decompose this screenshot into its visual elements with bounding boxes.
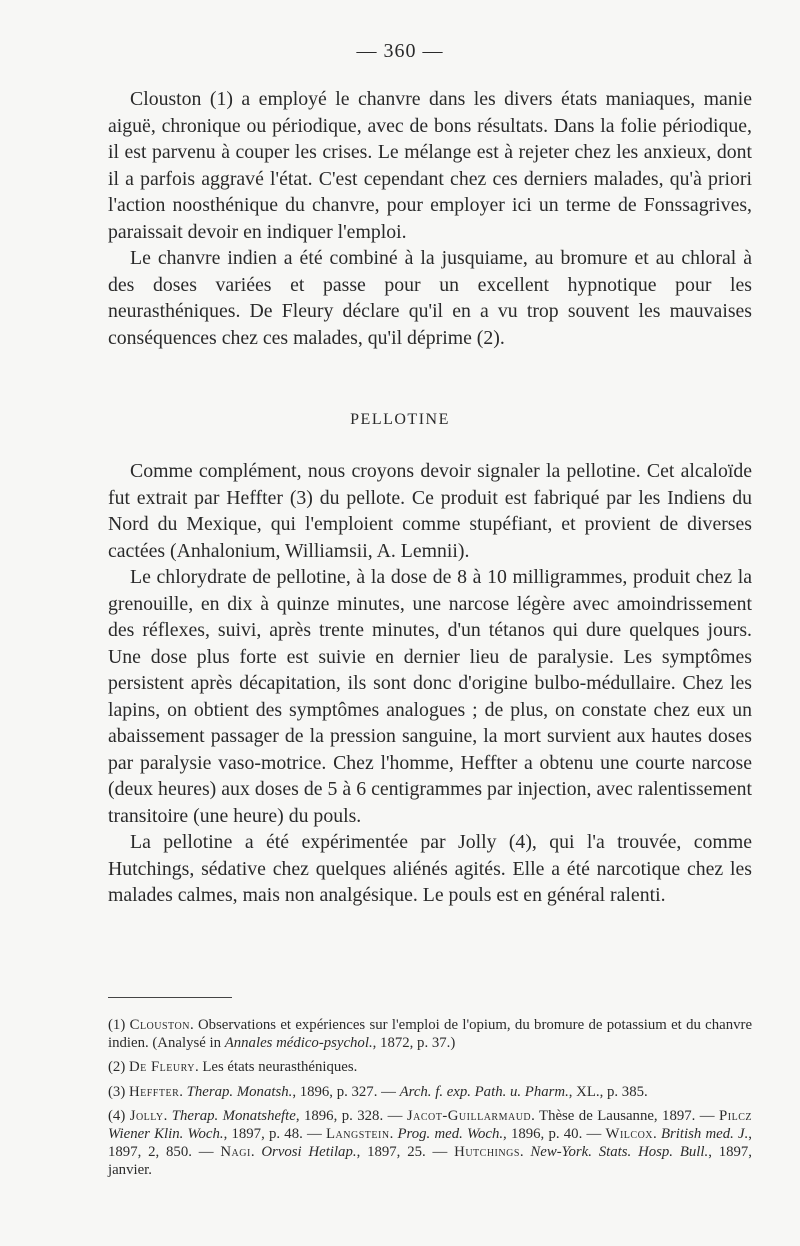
footnote-rule	[108, 997, 232, 998]
footnote-plain: . Observations et expériences sur l'emploi de l'opium, du bromure de potassium et du chanvre indien. (Analysé in	[108, 1017, 753, 1052]
footnote	[108, 1083, 752, 1101]
footnote-plain: , 1897, 2, 850. —	[108, 1126, 752, 1161]
footnote-plain: (4)	[108, 1107, 130, 1124]
footnote-author: Heffter	[128, 1083, 180, 1100]
paragraph: Clouston (1) a employé le chanvre dans les divers états maniaques, manie aiguë, chronique ou périodique, avec de bons résultats. Dans la folie périodique, il est parvenu à couper les crises. Le mélange est à rejeter chez les anxieux, dont il a parfois aggravé l'état. C'est cependant chez ces derniers malades, qu'à priori l'action noosthénique du chanvre, pour employer ici un terme de Fonssagrives, paraissait devoir en indiquer l'emploi.	[108, 88, 752, 243]
paragraph: Le chanvre indien a été combiné à la jusquiame, au bromure et au chloral à des doses variées et passe pour un excellent hypnotique pour les neurasthéniques. De Fleury déclare qu'il en a vu trop souvent les mauvaises conséquences chez ces malades, qu'il déprime (2).	[108, 247, 752, 349]
paragraph: Le chlorydrate de pellotine, à la dose de 8 à 10 milligrammes, produit chez la grenouille, en dix à quinze minutes, une narcose légère avec amoindrissement des réflexes, suivi, après trente minutes, d'un tétanos qui dure quelques jours. Une dose plus forte est suivie en dernier lieu de paralysie. Les symptômes persistent après décapitation, ils sont donc d'origine bulbo-médullaire. Chez les lapins, on obtient des symptômes analogues ; de plus, on constate chez eux un abaissement passager de la pression sanguine, la mort survient aux hautes doses par paralysie vaso-motrice. Chez l'homme, Heffter a obtenu une courte narcose (deux heures) aux doses de 5 à 6 centigrammes par injection, avec ralentissement transitoire (une heure) du pouls.	[108, 566, 752, 827]
footnote	[108, 1107, 752, 1180]
footnote-plain: . Thèse de Lausanne, 1897. —	[531, 1107, 720, 1124]
footnote-author: Jolly	[129, 1107, 164, 1124]
footnote-title: Orvosi Hetilap.	[261, 1144, 357, 1161]
footnote-title: Wiener Klin. Woch.	[108, 1126, 224, 1143]
footnote-author: De Fleury	[128, 1059, 195, 1076]
footnote-plain: , 1896, p. 40. —	[503, 1126, 606, 1143]
body-text-bottom	[108, 458, 752, 909]
paragraph: Comme complément, nous croyons devoir signaler la pellotine. Cet alcaloïde fut extrait par Heffter (3) du pellote. Ce produit est fabriqué par les Indiens du Nord du Mexique, qui l'emploient comme stupéfiant, et provient de diverses cactées (Anhalonium, Williamsii, A. Lemnii).	[108, 460, 752, 562]
footnote-plain: (1)	[108, 1017, 130, 1033]
footnote-plain: , 1896, p. 327. —	[292, 1083, 400, 1100]
footnote-title: Prog. med. Woch.	[397, 1126, 504, 1143]
footnote-title: Arch. f. exp. Path. u. Pharm.	[399, 1083, 569, 1100]
page-number: — 360 —	[356, 40, 444, 62]
footnote-plain: .	[653, 1126, 661, 1143]
footnote-plain: (2)	[108, 1059, 129, 1076]
footnote-plain: .	[163, 1107, 172, 1124]
section-heading: PELLOTINE	[350, 411, 450, 428]
footnote-author: Pilcz	[719, 1107, 752, 1124]
footnote-author: Jacot-Guillarmaud	[406, 1107, 532, 1124]
footnote-plain: , 1897, janvier.	[108, 1144, 752, 1179]
footnote-plain: .	[519, 1144, 531, 1161]
footnote-plain: .	[389, 1126, 398, 1143]
footnote-author: Nagi	[220, 1144, 251, 1161]
footnote-author: Langstein	[326, 1126, 390, 1143]
footnote-title: New-York. Stats. Hosp. Bull.	[530, 1144, 709, 1161]
footnote-author: Wilcox	[605, 1126, 654, 1143]
footnote	[108, 1016, 752, 1052]
footnote-author: Clouston	[129, 1017, 190, 1033]
footnote-title: British med. J.	[660, 1126, 749, 1143]
footnote	[108, 1058, 752, 1076]
footnote-plain: . Les états neurasthéniques.	[194, 1059, 358, 1076]
footnotes	[108, 1016, 752, 1186]
body-text-top	[108, 86, 752, 351]
footnote-plain: , 1896, p. 328. —	[295, 1107, 407, 1124]
footnote-title: Therap. Monatsh.	[186, 1083, 293, 1100]
footnote-plain: .	[179, 1083, 187, 1100]
footnote-author: Hutchings	[454, 1144, 520, 1161]
footnote-plain: , 1897, 25. —	[356, 1144, 455, 1161]
footnote-plain: , 1872, p. 37.)	[372, 1035, 456, 1052]
footnote-plain: , XL., p. 385.	[568, 1083, 648, 1100]
footnote-plain: (3)	[108, 1083, 129, 1100]
footnote-plain: , 1897, p. 48. —	[223, 1126, 327, 1143]
footnote-title: Annales médico-psychol.	[224, 1035, 373, 1052]
paragraph: La pellotine a été expérimentée par Jolly (4), qui l'a trouvée, comme Hutchings, sédative chez quelques aliénés agités. Elle a été narcotique chez les malades calmes, mais non analgésique. Le pouls est en général ralenti.	[108, 831, 752, 906]
footnote-plain: .	[250, 1144, 262, 1161]
footnote-title: Therap. Monatshefte	[171, 1107, 296, 1124]
